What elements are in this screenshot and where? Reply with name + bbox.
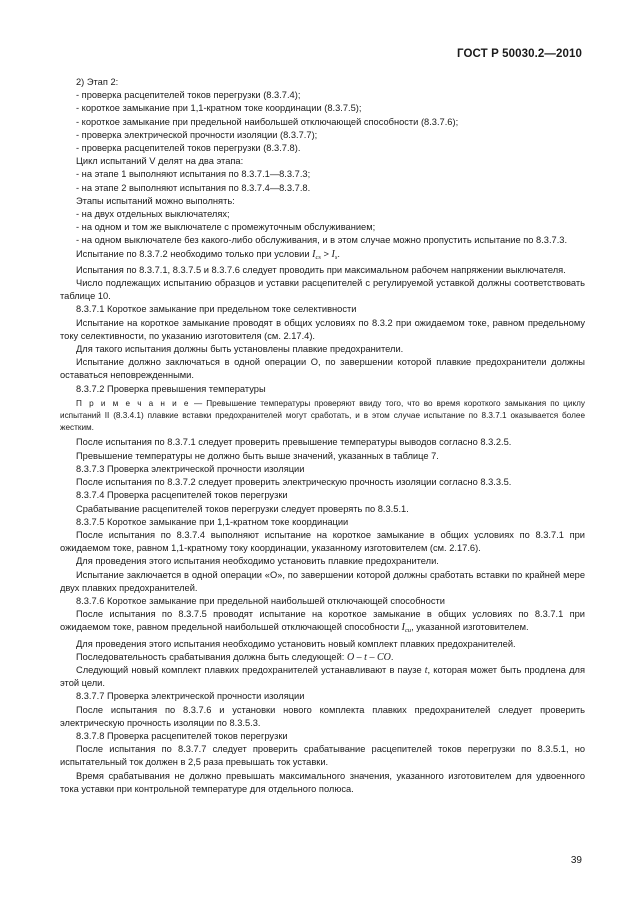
stage2-item: - проверка расцепителей токов перегрузки (8.3.7.8). [76,143,301,154]
body-paragraph: Испытание должно заключаться в одной операции О, по завершении которой плавкие предохранители должны оставаться неповрежденными. [60,357,585,381]
note-text: — Превышение температуры проверяют ввиду того, что во время короткого замыкания по циклу испытаний II (8.3.4.1) плавкие вставки предохранителей могут сработать, и в этом случае испытание по 8.3.7.1 оказывается более жестким. [60,398,585,433]
section-heading-8-3-7-1: 8.3.7.1 Короткое замыкание при предельном токе селективности [76,304,357,315]
body-paragraph: После испытания по 8.3.7.1 следует проверить превышение температуры выводов согласно 8.3.2.5. [76,437,512,448]
page-number: 39 [570,855,582,866]
cycle-item: - на этапе 1 выполняют испытания по 8.3.7.1—8.3.7.3; [76,169,311,180]
section-heading-8-3-7-5: 8.3.7.5 Короткое замыкание при 1,1-кратном токе координации [76,516,349,527]
body-paragraph: Превышение температуры не должно быть выше значений, указанных в таблице 7. [76,450,439,461]
body-paragraph: Время срабатывания не должно превышать максимального значения, указанного изготовителем для удвоенного тока уставки при контрольной температуре для отдельного полюса. [60,770,585,794]
page-body [60,76,585,796]
stages-exec-item: - на одном выключателе без какого-либо обслуживания, и в этом случае можно пропустить испытание по 8.3.7.3. [76,235,568,246]
operation-sequence: O – t – CO [346,651,391,663]
section-heading-8-3-7-7: 8.3.7.7 Проверка электрической прочности изоляции [76,691,305,702]
pause-paragraph: Следующий новый комплект плавких предохранителей устанавливают в паузе t, которая может быть продлена для этой цели. [60,664,585,689]
cycle-intro: Цикл испытаний V делят на два этапа: [76,156,244,167]
section-heading-8-3-7-3: 8.3.7.3 Проверка электрической прочности изоляции [76,463,305,474]
section-heading-8-3-7-4: 8.3.7.4 Проверка расцепителей токов перегрузки [76,490,288,501]
section-heading-8-3-7-6: 8.3.7.6 Короткое замыкание при предельной наибольшей отключающей способности [76,595,445,606]
pause-var-t: t [424,664,428,676]
stages-exec-item: - на двух отдельных выключателях; [76,209,230,220]
section-heading-8-3-7-8: 8.3.7.8 Проверка расцепителей токов перегрузки [76,730,288,741]
stage2-heading: 2) Этап 2: [76,77,119,87]
body-paragraph: После испытания по 8.3.7.2 следует проверить электрическую прочность изоляции согласно 8.3.3.5. [76,477,512,488]
section-heading-8-3-7-2: 8.3.7.2 Проверка превышения температуры [76,383,266,394]
condition-text: Испытание по 8.3.7.2 необходимо только при условии [76,248,313,259]
body-paragraph: Для проведения этого испытания необходимо установить новый комплект плавких предохранителей. [76,638,516,649]
standard-code: ГОСТ Р 50030.2—2010 [457,48,582,60]
body-paragraph-8-3-7-6: После испытания по 8.3.7.5 проводят испытание на короткое замыкание в общих условиях по 8.3.7.1 при ожидаемом токе, равном предельной наибольшей отключающей способности $I_{cu}$, указанной изготовителем. [60,609,585,635]
sequence-paragraph: Последовательность срабатывания должна быть следующей: O – t – CO. [76,651,394,663]
stage2-item: - короткое замыкание при 1,1-кратном токе координации (8.3.7.5); [76,103,362,114]
stage2-item: - проверка электрической прочности изоляции (8.3.7.7); [76,129,318,140]
body-paragraph: После испытания по 8.3.7.7 следует проверить срабатывание расцепителей токов перегрузки по 8.3.5.1, но испытательный ток должен в 2,5 раза превышать ток уставки. [60,744,585,768]
stage2-item: - проверка расцепителей токов перегрузки (8.3.7.4); [76,90,301,101]
stages-exec-intro: Этапы испытаний можно выполнять: [76,195,235,206]
body-paragraph: Срабатывание расцепителей токов перегрузки следует проверять по 8.3.5.1. [76,503,409,514]
note-label: П р и м е ч а н и е [76,398,191,408]
stages-exec-item: - на одном и том же выключателе с промежуточным обслуживанием; [76,222,376,233]
current-var-is: $I_s$ [331,248,338,261]
body-paragraph: Для проведения этого испытания необходимо установить плавкие предохранители. [76,556,439,567]
body-paragraph: Испытание заключается в одной операции «О», по завершении которой должны сработать вставки по крайней мере двух плавких предохранителей. [60,569,585,593]
body-paragraph: Для такого испытания должны быть установлены плавкие предохранители. [76,344,404,355]
current-var-ics: $I_{cs}$ [312,248,321,261]
body-paragraph: Число подлежащих испытанию образцов и уставки расцепителей с регулируемой уставкой должны соответствовать таблице 10. [60,278,585,302]
body-paragraph: Испытания по 8.3.7.1, 8.3.7.5 и 8.3.7.6 следует проводить при максимальном рабочем напряжении выключателя. [76,264,566,275]
current-var-icu: $I_{cu}$ [401,622,412,635]
note-paragraph [60,398,585,435]
comparison-operator: > [320,248,332,259]
condition-paragraph: Испытание по 8.3.7.2 необходимо только при условии $I_{cs} > I_s$. [76,248,340,261]
body-paragraph: После испытания по 8.3.7.6 и установки нового комплекта плавких предохранителей следует проверить электрическую прочность изоляции по 8.3.5.3. [60,704,585,728]
cycle-item: - на этапе 2 выполняют испытания по 8.3.7.4—8.3.7.8. [76,182,311,193]
body-paragraph: Испытание на короткое замыкание проводят в общих условиях по 8.3.2 при ожидаемом токе, равном предельному току селективности, по указанию изготовителя (см. 2.17.4). [60,317,585,341]
document-header [457,48,582,60]
body-paragraph: После испытания по 8.3.7.4 выполняют испытание на короткое замыкание в общих условиях по 8.3.7.1 при ожидаемом токе, равном 1,1-кратному току координации, указанному изготовителем (см. 2.17.6). [60,529,585,554]
stage2-item: - короткое замыкание при предельной наибольшей отключающей способности (8.3.7.6); [76,116,459,127]
